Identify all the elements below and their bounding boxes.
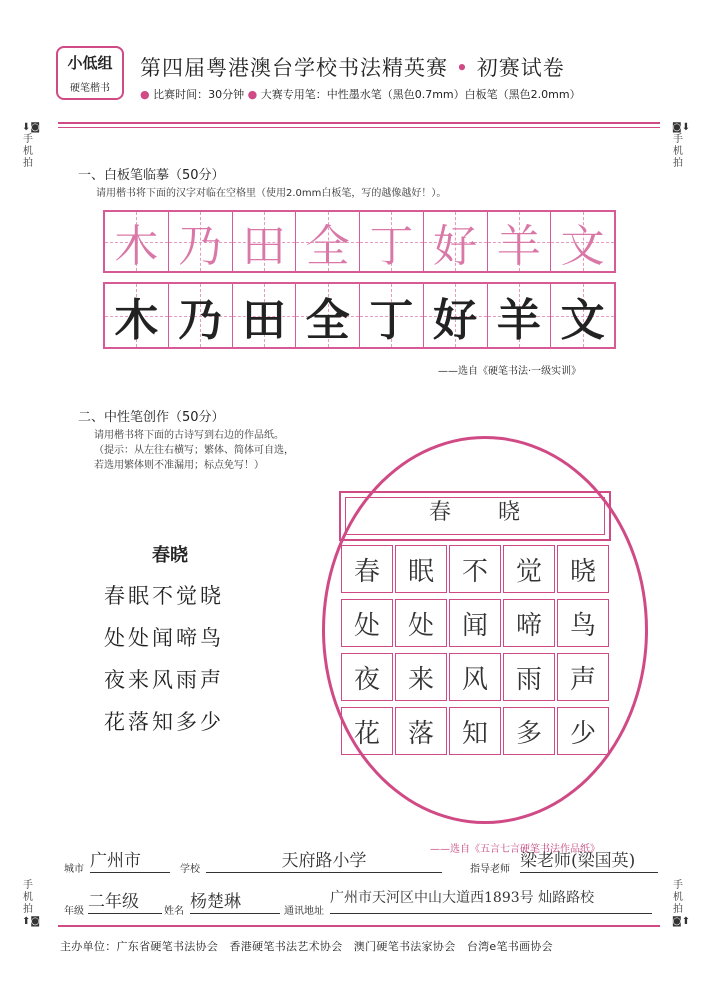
- title-dot: •: [455, 56, 470, 80]
- section2-instruction: 请用楷书将下面的古诗写到右边的作品纸。 （提示：从左往右横写；繁体、简体可自选， 若选用繁体则不准漏用；标点免写！）: [94, 430, 294, 471]
- header-divider: [58, 122, 660, 124]
- teacher-field[interactable]: 梁老师(梁国英): [520, 846, 658, 873]
- grid-cell[interactable]: 好: [424, 284, 488, 347]
- page-title: [140, 52, 565, 82]
- title-stage: 初赛试卷: [476, 56, 565, 80]
- camera-icon: ◙⬆: [672, 916, 691, 927]
- camera-icon: ◙⬇: [672, 122, 691, 133]
- work-grid-cell[interactable]: [341, 707, 393, 755]
- grid-cell[interactable]: 木: [105, 284, 169, 347]
- handwritten-char: 晓: [569, 556, 596, 587]
- handwritten-char: 少: [569, 718, 596, 749]
- section1-instruction: 请用楷书将下面的汉字对临在空格里（使用2.0mm白板笔，写的越像越好！）。: [96, 188, 447, 199]
- group-category: 硬笔楷书: [70, 83, 110, 94]
- poem-line: 处处闻啼鸟: [104, 626, 224, 650]
- side-label-bottom-right: 手机拍 ◙⬆: [672, 880, 691, 927]
- handwritten-char: 多: [515, 718, 542, 749]
- side-label-bottom-left: 手机拍 ⬆◙: [22, 880, 41, 927]
- work-grid-cell[interactable]: [395, 599, 447, 647]
- handwritten-char: 落: [407, 718, 434, 749]
- group-name: 小低组: [67, 54, 113, 72]
- work-grid-cell[interactable]: [503, 653, 555, 701]
- poem-line: 花落知多少: [104, 710, 224, 734]
- poem-line: 春眠不觉晓: [104, 584, 224, 608]
- work-title-box[interactable]: [339, 491, 611, 541]
- work-grid-cell[interactable]: [449, 653, 501, 701]
- address-field[interactable]: 广州市天河区中山大道西1893号 灿路路校: [330, 887, 652, 914]
- work-grid-cell[interactable]: [449, 707, 501, 755]
- footer-divider: [58, 925, 660, 927]
- section1-heading: 一、白板笔临摹（50分）: [78, 168, 225, 183]
- grid-cell: 文: [551, 212, 614, 271]
- grid-cell[interactable]: 田: [233, 284, 297, 347]
- work-grid-cell[interactable]: [449, 599, 501, 647]
- bullet-icon: ●: [140, 88, 150, 101]
- grid-cell: 田: [233, 212, 297, 271]
- grade-label: 年级: [64, 906, 84, 917]
- grid-cell: 木: [105, 212, 169, 271]
- side-label-top-right: ◙⬇ 手机拍: [672, 122, 691, 169]
- side-label-top-left: ⬇◙ 手机拍: [22, 122, 41, 169]
- grid-cell[interactable]: 羊: [488, 284, 552, 347]
- work-grid-cell[interactable]: [395, 545, 447, 593]
- work-grid-cell[interactable]: [395, 707, 447, 755]
- handwritten-char: 花: [353, 718, 380, 749]
- exam-info: [140, 86, 581, 102]
- work-grid-cell[interactable]: [395, 653, 447, 701]
- work-grid-cell[interactable]: [341, 599, 393, 647]
- grid-cell[interactable]: 丁: [360, 284, 424, 347]
- work-grid-cell[interactable]: [557, 707, 609, 755]
- handwritten-char: 闻: [461, 610, 488, 641]
- handwritten-char: 眠: [407, 556, 434, 587]
- work-grid-cell[interactable]: [503, 599, 555, 647]
- grid-cell[interactable]: 乃: [169, 284, 233, 347]
- handwritten-char: 不: [461, 556, 488, 587]
- section2-heading: 二、中性笔创作（50分）: [78, 410, 225, 425]
- handwritten-char: 处: [407, 610, 434, 641]
- handwritten-char: 鸟: [569, 610, 596, 641]
- group-badge: [56, 46, 124, 100]
- section2-source: ——选自《五言七言硬笔书法作品纸》: [430, 844, 600, 855]
- grid-cell[interactable]: 全: [296, 284, 360, 347]
- poem-line: 夜来风雨声: [104, 668, 224, 692]
- camera-icon: ⬆◙: [22, 916, 41, 927]
- grid-cell[interactable]: 文: [551, 284, 614, 347]
- grade-field[interactable]: 二年级: [88, 887, 162, 914]
- title-main: 第四届粤港澳台学校书法精英赛: [140, 56, 448, 80]
- poem-title: 春晓: [152, 545, 188, 566]
- writing-grid[interactable]: [103, 282, 616, 349]
- grid-cell: 羊: [488, 212, 552, 271]
- work-grid-cell[interactable]: [557, 599, 609, 647]
- work-grid-cell[interactable]: [341, 545, 393, 593]
- section1-source: ——选自《硬笔书法·一级实训》: [438, 366, 582, 377]
- pen-info: 大赛专用笔：中性墨水笔（黑色0.7mm）白板笔（黑色2.0mm）: [260, 88, 581, 101]
- name-field[interactable]: 杨楚琳: [190, 887, 280, 914]
- handwritten-char: 来: [407, 664, 434, 695]
- handwritten-char: 春: [353, 556, 380, 587]
- handwritten-char: 风: [461, 664, 488, 695]
- grid-cell: 全: [296, 212, 360, 271]
- city-label: 城市: [64, 864, 84, 875]
- school-label: 学校: [180, 864, 200, 875]
- work-grid-cell[interactable]: [449, 545, 501, 593]
- teacher-label: 指导老师: [470, 864, 510, 875]
- handwritten-char: 啼: [515, 610, 542, 641]
- name-label: 姓名: [164, 906, 184, 917]
- city-field[interactable]: 广州市: [90, 846, 170, 873]
- grid-cell: 丁: [360, 212, 424, 271]
- work-grid-cell[interactable]: [341, 653, 393, 701]
- grid-cell: 乃: [169, 212, 233, 271]
- handwritten-char: 雨: [515, 664, 542, 695]
- work-title: 春 晓: [428, 500, 521, 525]
- organizers: 主办单位：广东省硬笔书法协会 香港硬笔书法艺术协会 澳门硬笔书法家协会 台湾e笔书画协会: [60, 940, 553, 953]
- handwritten-char: 夜: [353, 664, 380, 695]
- handwritten-char: 声: [569, 664, 596, 695]
- grid-cell: 好: [424, 212, 488, 271]
- bullet-icon: ●: [247, 88, 258, 101]
- work-grid-cell[interactable]: [503, 545, 555, 593]
- handwritten-char: 觉: [515, 556, 542, 587]
- handwritten-char: 知: [461, 718, 488, 749]
- work-grid-cell[interactable]: [503, 707, 555, 755]
- camera-icon: ⬇◙: [22, 122, 41, 133]
- address-label: 通讯地址: [284, 906, 324, 917]
- time-info: 比赛时间：30分钟: [153, 88, 245, 101]
- handwritten-char: 处: [353, 610, 380, 641]
- model-char-grid: [103, 210, 616, 273]
- header-divider-thin: [58, 127, 660, 128]
- work-grid-cell[interactable]: [557, 545, 609, 593]
- school-field[interactable]: 天府路小学: [206, 846, 442, 873]
- work-grid-cell[interactable]: [557, 653, 609, 701]
